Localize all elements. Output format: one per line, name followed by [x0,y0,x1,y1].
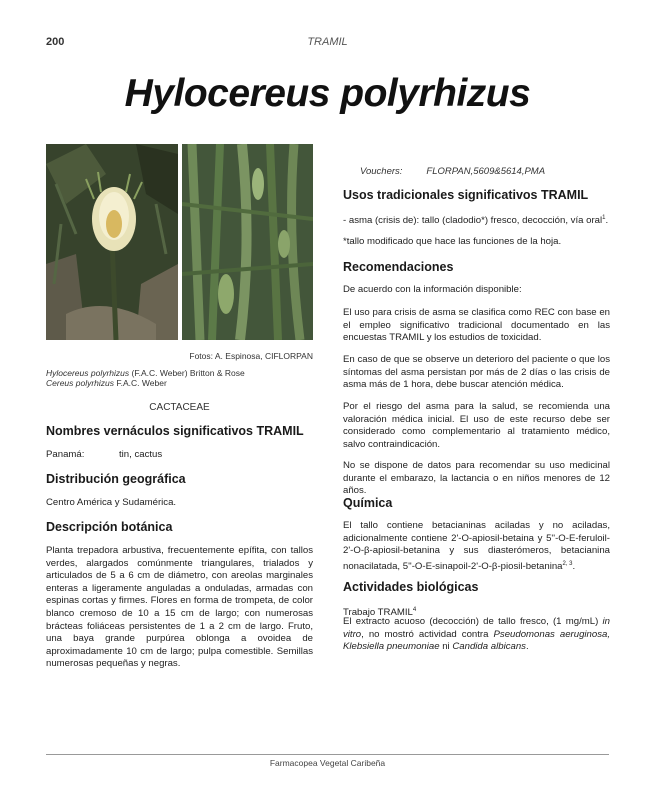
tramil-work-text: Trabajo TRAMIL [343,607,413,619]
synonym-line [46,368,245,378]
synonym-author: (F.A.C. Weber) Britton & Rose [129,368,245,378]
family-name: CACTACEAE [149,402,210,413]
stem-note: *tallo modificado que hace las funciones de la hoja. [343,236,562,247]
vouchers-value: FLORPAN,5609&5614,PMA [426,166,546,177]
organism-name: Candida albicans [452,641,526,653]
biological-activity-heading: Actividades biológicas [343,580,479,594]
reference-mark: 1 [602,215,606,221]
synonym-author: F.A.C. Weber [114,378,167,388]
reference-mark: 4 [412,607,417,613]
activity-text: , no mostró actividad contra [361,628,494,640]
botanical-description-heading: Descripción botánica [46,520,173,534]
distribution-text: Centro América y Sudamérica. [46,497,177,508]
synonym-name: Cereus polyrhizus [46,378,115,388]
vernacular-names-heading: Nombres vernáculos significativos TRAMIL [46,424,304,438]
synonym-line [46,378,167,388]
chemistry-body: El tallo contiene betacianinas aciladas y no aciladas, adicionalmente contiene 2'-O-apiosil-betaina y 5''-O-E-feruloil-2'-O-β-apiosil-betanina y sus diasterómeros, betacianina nonacilatada, 5''-O-E-sinapoil-2'-O-β-piosil-betanina [343,520,610,572]
recommendation-paragraph: El uso para crisis de asma se clasifica como REC con base en el empleo significativo tradicional documentado en las encuestas TRAMIL y los estudios de toxicidad. [343,307,610,344]
reference-mark: 2, 3 [562,560,573,567]
vouchers-line [360,166,545,177]
photo-credit: Fotos: A. Espinosa, CIFLORPAN [189,351,313,361]
activity-text: ni [439,641,453,653]
footer-rule [46,754,609,755]
chemistry-heading: Química [343,496,393,510]
activity-text: El extracto acuoso (decocción) de tallo fresco, (1 mg/mL) [343,616,603,627]
activity-italic: in vitro [343,616,610,640]
recommendation-intro: De acuerdo con la información disponible: [343,284,522,295]
vernacular-names-row [46,449,163,460]
recommendation-paragraph: En caso de que se observe un deterioro del paciente o que los síntomas del asma persistan por más de 2 días o las crisis de asma más de 1 hora, debe buscar atención médica. [343,354,610,391]
recommendation-paragraph: No se dispone de datos para recomendar su uso medicinal durante el embarazo, la lactancia o en niños menores de 12 años. [343,460,610,497]
stems-photo [182,144,313,340]
recommendations-heading: Recomendaciones [343,260,454,274]
traditional-uses-heading: Usos tradicionales significativos TRAMIL [343,188,589,202]
traditional-use-item: - asma (crisis de): tallo (cladodio*) fresco, decocción, vía oral$^1$. [343,215,609,227]
distribution-heading: Distribución geográfica [46,472,186,486]
page-title: Hylocereus polyrhizus [124,72,531,115]
vouchers-label: Vouchers: [360,166,403,177]
page-number: 200 [46,36,65,48]
flower-photo [46,144,178,340]
botanical-description-text: Planta trepadora arbustiva, frecuentemente epífita, con tallos verdes, alargados comúnmente triangulares, trialados y articulados de 5 a 6 cm de diámetro, con areolas marginales enteras a ligeramente anguladas a onduladas, armadas con espinas cortas y firmes. Flores en forma de trompeta, de color blanco cremoso de 10 a 15 cm de largo; con numerosas brácteas foliáceas persistentes de 1 a 2 cm de largo. Fruto, una baya grande purpúrea oblonga a ovoidea de aproximadamente 10 cm de largo; pulpa comestible. Semillas numerosas pequeñas y negras. [46,545,313,670]
chemistry-text [343,520,610,574]
recommendation-paragraph: Por el riesgo del asma para la salud, se recomienda una valoración médica inicial. El uso de este recurso debe ser considerado como complementario al tratamiento médico, salvo contraindicación. [343,401,610,450]
footer-text: Farmacopea Vegetal Caribeña [269,758,386,768]
activity-text: . [525,641,529,653]
chemistry-end: . [572,560,576,572]
country-label: Panamá: [46,449,85,460]
organism-name: Pseudomonas aeruginosa, Klebsiella pneumoniae [343,628,611,653]
biological-activity-text [343,616,610,654]
synonym-name: Hylocereus polyrhizus [46,368,130,378]
use-text: - asma (crisis de): tallo (cladodio*) fresco, decocción, vía oral [343,215,603,227]
vernacular-names-value: tin, cactus [119,449,163,460]
running-title: TRAMIL [307,36,348,48]
